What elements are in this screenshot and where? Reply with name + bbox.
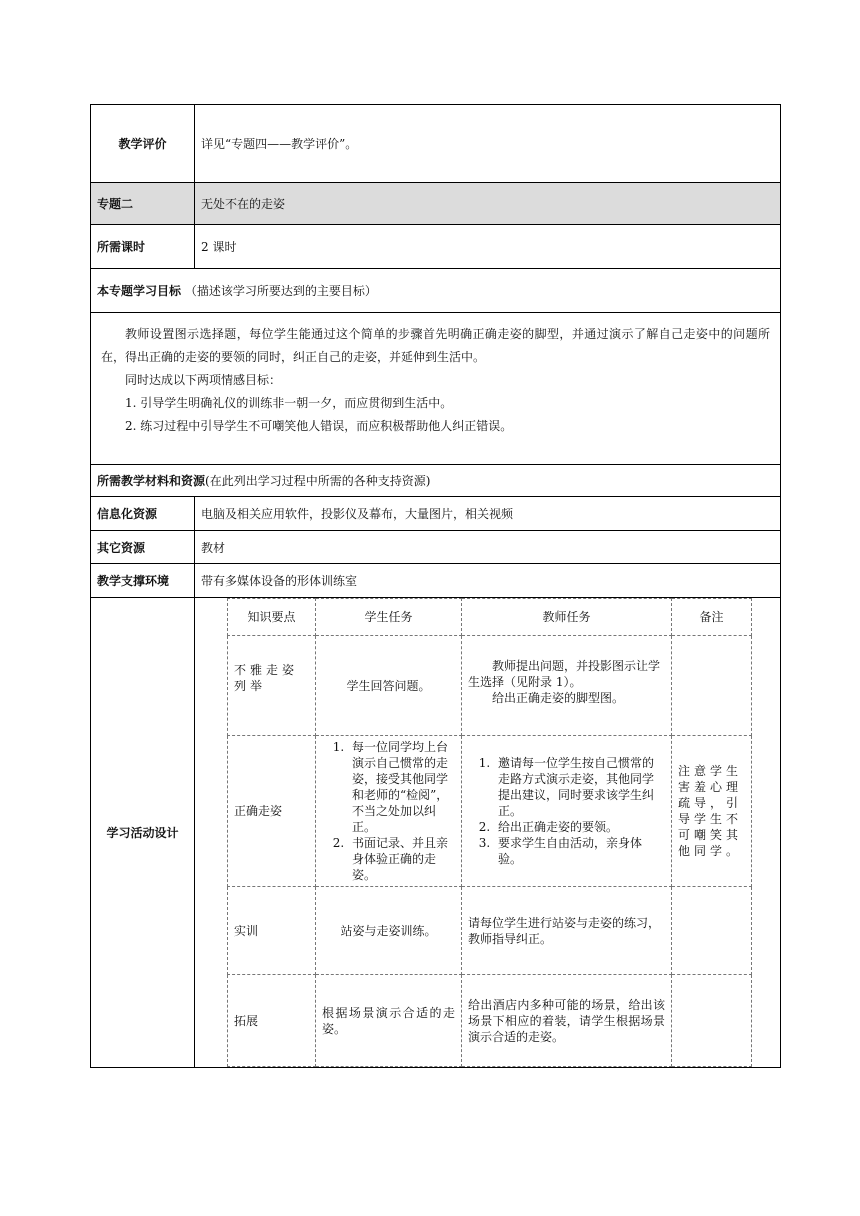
activity-cell xyxy=(195,598,781,1068)
row-hours xyxy=(91,225,781,269)
goal-header xyxy=(91,269,781,313)
header-point: 知识要点 xyxy=(228,599,316,636)
row4-student: 根据场景演示合适的走姿。 xyxy=(316,975,462,1067)
row2-teacher-1: 1. 邀请每一位学生按自己惯常的走路方式演示走姿，其他同学提出建议，同时要求该学生纠正。 xyxy=(494,755,665,819)
header-teacher: 教师任务 xyxy=(462,599,672,636)
eval-value: 详见“专题四——教学评价”。 xyxy=(195,105,781,183)
eval-label: 教学评价 xyxy=(91,105,195,183)
row4-teacher: 给出酒店内多种可能的场景，给出该场景下相应的着装，请学生根据场景演示合适的走姿。 xyxy=(462,975,672,1067)
row2-teacher xyxy=(462,736,672,887)
header-note: 备注 xyxy=(672,599,752,636)
row-other-resources xyxy=(91,531,781,564)
env-value: 带有多媒体设备的形体训练室 xyxy=(195,564,781,598)
materials-hint: (在此列出学习过程中所需的各种支持资源) xyxy=(205,474,431,488)
goal-header-hint: （描述该学习所要达到的主要目标） xyxy=(184,284,377,298)
row-environment xyxy=(91,564,781,598)
other-value: 教材 xyxy=(195,531,781,564)
row2-teacher-3: 3. 要求学生自由活动，亲身体验。 xyxy=(494,835,665,867)
goals-block xyxy=(91,313,781,465)
goals-item-1: 1. 引导学生明确礼仪的训练非一朝一夕，而应贯彻到生活中。 xyxy=(125,396,453,410)
topic-value: 无处不在的走姿 xyxy=(195,183,781,225)
row-goals xyxy=(91,313,781,465)
row2-student-list xyxy=(322,739,455,883)
row1-teacher-1: 教师提出问题，并投影图示让学生选择（见附录 1）。 xyxy=(468,659,661,689)
activity-row-4 xyxy=(228,975,752,1067)
header-student: 学生任务 xyxy=(316,599,462,636)
goal-header-label: 本专题学习目标 xyxy=(97,284,182,298)
row-goal-header xyxy=(91,269,781,313)
row2-student-2: 2. 书面记录、并且亲身体验正确的走姿。 xyxy=(348,835,455,883)
row3-student: 站姿与走姿训练。 xyxy=(316,887,462,975)
goals-paragraph: 教师设置图示选择题，每位学生能通过这个简单的步骤首先明确正确走姿的脚型，并通过演示了解自己走姿中的问题所在，得出正确的走姿的要领的同时，纠正自己的走姿，并延伸到生活中。 xyxy=(101,327,770,364)
row2-student xyxy=(316,736,462,887)
other-label: 其它资源 xyxy=(91,531,195,564)
row2-teacher-list xyxy=(468,755,665,867)
lesson-plan-document xyxy=(90,104,780,1068)
hours-label: 所需课时 xyxy=(91,225,195,269)
row3-note xyxy=(672,887,752,975)
activity-label: 学习活动设计 xyxy=(91,598,195,1068)
row1-note xyxy=(672,636,752,736)
row4-point: 拓展 xyxy=(228,975,316,1067)
row1-teacher xyxy=(462,636,672,736)
activity-row-2 xyxy=(228,736,752,887)
goals-intro: 同时达成以下两项情感目标： xyxy=(125,373,282,387)
row4-note xyxy=(672,975,752,1067)
lesson-plan-table xyxy=(90,104,781,1068)
goals-item-2: 2. 练习过程中引导学生不可嘲笑他人错误，而应积极帮助他人纠正错误。 xyxy=(125,419,513,433)
activity-header-row xyxy=(228,599,752,636)
row2-point: 正确走姿 xyxy=(228,736,316,887)
row2-note: 注意学生害羞心理疏导，引导学生不可嘲笑其他同学。 xyxy=(672,736,752,887)
row2-teacher-2: 2. 给出正确走姿的要领。 xyxy=(494,819,665,835)
row1-student: 学生回答问题。 xyxy=(316,636,462,736)
row1-teacher-2: 给出正确走姿的脚型图。 xyxy=(492,691,625,705)
row-topic xyxy=(91,183,781,225)
row3-point: 实训 xyxy=(228,887,316,975)
row-materials-header xyxy=(91,465,781,497)
activity-row-3 xyxy=(228,887,752,975)
env-label: 教学支撑环境 xyxy=(91,564,195,598)
topic-label: 专题二 xyxy=(91,183,195,225)
row-activity xyxy=(91,598,781,1068)
it-label: 信息化资源 xyxy=(91,497,195,531)
row-eval xyxy=(91,105,781,183)
materials-label: 所需教学材料和资源 xyxy=(97,474,206,488)
row1-point: 不雅走姿列举 xyxy=(228,636,316,736)
row-it-resources xyxy=(91,497,781,531)
hours-value: 2 课时 xyxy=(195,225,781,269)
row2-student-1: 1. 每一位同学均上台演示自己惯常的走姿，接受其他同学和老师的“检阅”，不当之处加以纠正。 xyxy=(348,739,455,835)
activity-table xyxy=(227,598,752,1067)
row3-teacher: 请每位学生进行站姿与走姿的练习，教师指导纠正。 xyxy=(462,887,672,975)
materials-header xyxy=(91,465,781,497)
it-value: 电脑及相关应用软件，投影仪及幕布，大量图片，相关视频 xyxy=(195,497,781,531)
activity-row-1 xyxy=(228,636,752,736)
